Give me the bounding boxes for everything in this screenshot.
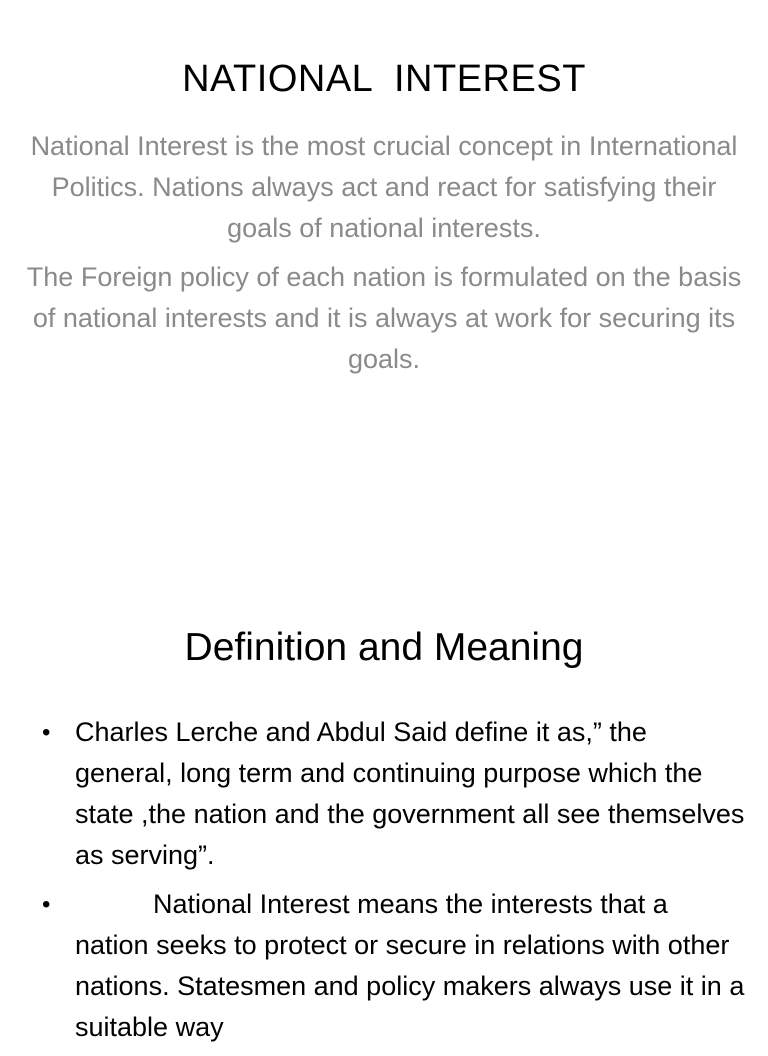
slide-title: NATIONAL INTEREST: [182, 58, 586, 100]
bullet-text: National Interest means the interests that a nation seeks to protect or secure in relations with other nations. Statesmen and policy makers always use it in a suitable way: [75, 889, 745, 1042]
intro-paragraph: The Foreign policy of each nation is formulated on the basis of national interests and it is always at work for securing its goals.: [26, 262, 742, 374]
bullet-icon: •: [42, 719, 51, 746]
bullet-list: [38, 712, 748, 1056]
slide-title: Definition and Meaning: [184, 626, 584, 669]
intro-text: [24, 126, 744, 388]
bullet-item: [38, 712, 748, 876]
slide-definition: [0, 560, 768, 1042]
bullet-icon: •: [42, 891, 51, 918]
bullet-item: [38, 884, 748, 1048]
bullet-text: Charles Lerche and Abdul Said define it as,” the general, long term and continuing purpose which the state ,the nation and the government all see themselves as serving”.: [75, 717, 745, 870]
intro-paragraph: National Interest is the most crucial concept in International Politics. Nations always act and react for satisfying their goals of national interests.: [30, 131, 738, 243]
